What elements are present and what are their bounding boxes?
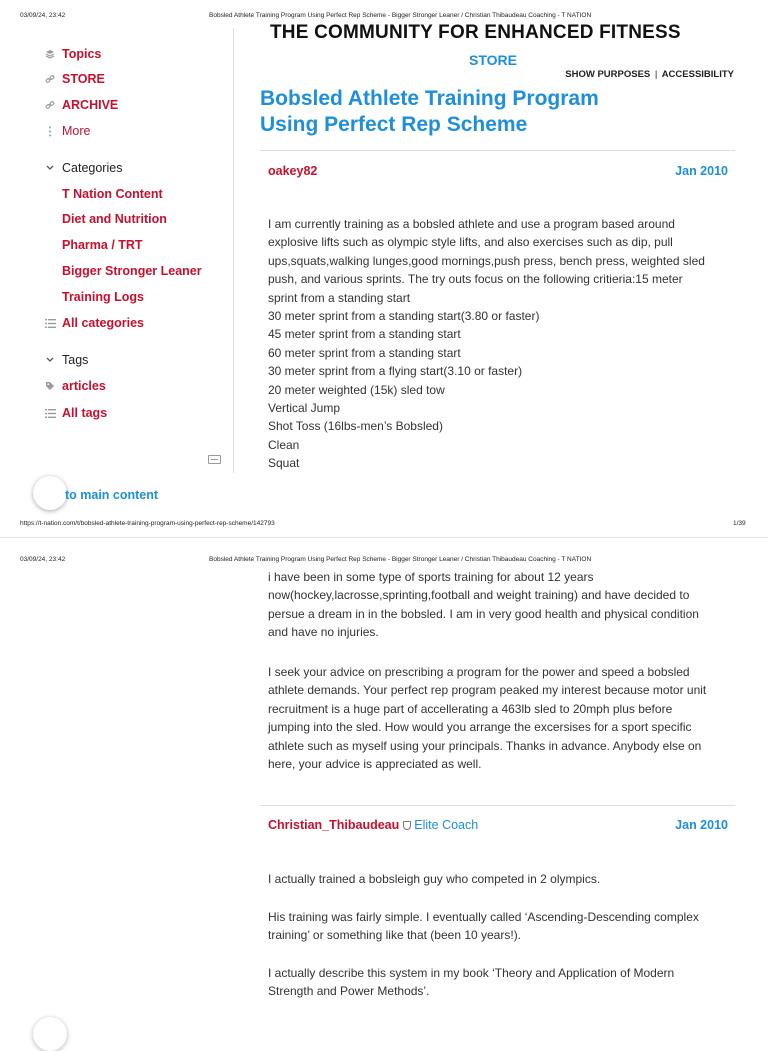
post-text-line: Strength and Power Methods’. (268, 984, 430, 999)
header-separator: | (654, 69, 658, 80)
sidebar-item-topics[interactable] (44, 45, 101, 63)
post-text-line: training’ or something like that (been 10 years!). (268, 928, 522, 943)
post-text-line: push, and various sprints. The try outs focus on the following critieria:15 meter (268, 272, 683, 287)
show-purposes-link[interactable]: SHOW PURPOSES (565, 69, 651, 80)
user-title[interactable]: Elite Coach (414, 818, 479, 832)
post-text-line: I seek your advice on prescribing a program for the power and speed a bobsled (268, 665, 690, 679)
post-text-line: 60 meter sprint from a standing start (268, 345, 461, 360)
sidebar-item-label: articles (62, 379, 106, 393)
post-text-line: recruitment is a huge part of accellerating a 463lb sled to 20mph plus before (268, 701, 673, 716)
post-body-paragraph (268, 663, 728, 773)
sidebar-item-label: ARCHIVE (62, 98, 119, 112)
site-title[interactable]: THE COMMUNITY FOR ENHANCED FITNESS (270, 22, 681, 43)
post-body (268, 964, 728, 1001)
post-body (268, 215, 728, 473)
print-datetime: 03/09/24, 23:42 (20, 556, 66, 563)
post-text-line: persue a dream in in the bobsled. I am in very good health and physical condition (268, 606, 699, 621)
post-text-line: and have no injuries. (268, 625, 379, 640)
tags-heading: Tags (62, 353, 89, 367)
post-text-line: sprint from a standing start (268, 290, 411, 305)
post-text-line: now(hockey,lacrosse,sprinting,football and weight training) and have decided to (268, 588, 690, 603)
accessibility-link[interactable]: ACCESSIBILITY (661, 69, 734, 80)
post-text-line: ups,squats,walking lunges,good mornings,push press, bench press, weighted sled (268, 253, 705, 268)
chevron-down-icon (44, 357, 56, 363)
post-text-line: i have been in some type of sports training for about 12 years (268, 570, 594, 584)
post-text-line: Squat (268, 456, 300, 471)
more-vertical-icon (44, 126, 56, 137)
sidebar-item-archive[interactable] (44, 96, 118, 114)
list-icon (44, 409, 56, 418)
post-text-line: 45 meter sprint from a standing start (268, 327, 461, 342)
link-icon (44, 74, 56, 84)
post-body (268, 908, 728, 945)
post-text-line: explosive lifts such as olympic style lifts, and also exercises such as dip, pull (268, 235, 673, 250)
post-text-line: I actually trained a bobsleigh guy who competed in 2 olympics. (268, 872, 601, 886)
topic-title-line: Bobsled Athlete Training Program (260, 87, 599, 110)
sidebar-item-more[interactable] (44, 122, 90, 140)
sidebar-item-label: More (62, 124, 91, 138)
tag-icon (44, 381, 56, 391)
post-author[interactable]: Christian_Thibaudeau (268, 818, 400, 832)
post-text-line: I am currently training as a bobsled athlete and use a program based around (268, 217, 675, 231)
store-link[interactable]: STORE (469, 52, 517, 68)
post-text-line: athlete such as myself using your principals. Thanks in advance. Anybody else on (268, 738, 702, 753)
sidebar-category[interactable]: Bigger Stronger Leaner (62, 264, 202, 278)
chevron-down-icon (44, 165, 56, 171)
page-break (0, 537, 768, 538)
post-text-line: 30 meter sprint from a flying start(3.10 or faster) (268, 364, 523, 379)
keyboard-icon[interactable] (208, 455, 221, 464)
post-text-line: I actually describe this system in my book ‘Theory and Application of Modern (268, 966, 675, 980)
sidebar-item-store[interactable] (44, 70, 105, 88)
sidebar-item-all-tags[interactable] (44, 404, 107, 422)
sidebar-item-all-categories[interactable] (44, 314, 144, 332)
topic-title-line: Using Perfect Rep Scheme (260, 113, 528, 136)
print-url: https://t-nation.com/t/bobsled-athlete-training-program-using-perfect-rep-scheme/142793 (20, 520, 275, 527)
post-text-line: Clean (268, 437, 300, 452)
list-icon (44, 319, 56, 328)
sidebar-item-label: STORE (62, 72, 105, 86)
topic-title[interactable] (260, 86, 720, 138)
post-author-row (268, 818, 478, 832)
post-text-line: 30 meter sprint from a standing start(3.80 or faster) (268, 309, 540, 324)
print-doc-title: Bobsled Athlete Training Program Using Perfect Rep Scheme - Bigger Stronger Leaner / Christian Thibaudeau Coaching - T NATION (209, 556, 592, 563)
post-text-line: here, your advice is appreciated as well. (268, 757, 482, 772)
post-date[interactable]: Jan 2010 (675, 818, 728, 832)
skip-to-main-content-link[interactable]: to main content (65, 488, 159, 502)
post-text-line: Vertical Jump (268, 401, 341, 416)
print-doc-title: Bobsled Athlete Training Program Using Perfect Rep Scheme - Bigger Stronger Leaner / Christian Thibaudeau Coaching - T NATION (209, 12, 592, 19)
tags-toggle[interactable] (44, 351, 88, 369)
post-text-line: jumping into the sled. How would you arrange the excersises for a sport specific (268, 720, 692, 735)
post-body (268, 870, 728, 888)
sidebar-item-label: All tags (62, 406, 108, 420)
post-text-line: 20 meter weighted (15k) sled tow (268, 382, 445, 397)
sidebar-divider (233, 28, 234, 473)
post-divider (260, 150, 735, 151)
post-divider (260, 805, 735, 806)
sidebar-item-label: Topics (62, 47, 102, 61)
sidebar-item-label: All categories (62, 316, 144, 330)
sidebar-item-tag-articles[interactable] (44, 377, 106, 395)
sidebar-category[interactable]: T Nation Content (62, 187, 163, 201)
post-text-line: His training was fairly simple. I eventually called ‘Ascending-Descending complex (268, 910, 699, 924)
sidebar-category[interactable]: Training Logs (62, 290, 144, 304)
post-text-line: athlete demands. Your perfect rep program peaked my interest because motor unit (268, 683, 707, 698)
categories-toggle[interactable] (44, 159, 122, 177)
post-date[interactable]: Jan 2010 (675, 164, 728, 178)
post-body-continued (268, 568, 728, 642)
post-author[interactable]: oakey82 (268, 164, 318, 178)
skip-link-button[interactable] (33, 476, 67, 510)
sidebar-category[interactable]: Diet and Nutrition (62, 212, 167, 226)
post-text-line: Shot Toss (16lbs-men’s Bobsled) (268, 419, 443, 434)
shield-icon (403, 821, 411, 830)
header-links (565, 69, 734, 80)
categories-heading: Categories (62, 161, 123, 175)
skip-link-button[interactable] (33, 1017, 67, 1051)
layers-icon (44, 49, 56, 59)
print-page-number: 1/39 (733, 520, 746, 527)
print-datetime: 03/09/24, 23:42 (20, 12, 66, 19)
link-icon (44, 100, 56, 110)
sidebar-category[interactable]: Pharma / TRT (62, 238, 143, 252)
